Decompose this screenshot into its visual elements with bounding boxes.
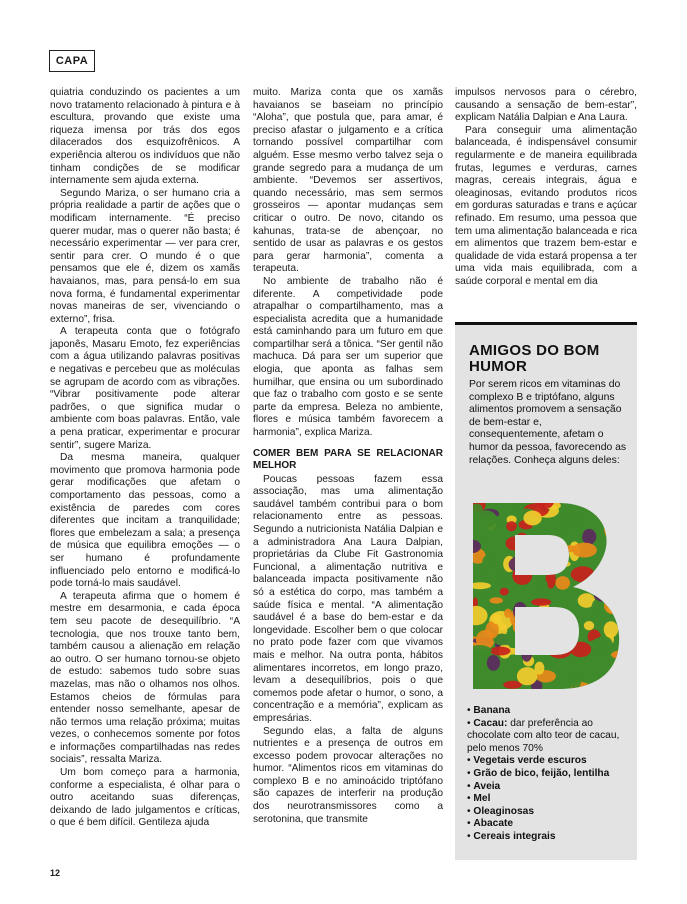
food-list	[467, 705, 633, 844]
food-shape	[500, 588, 509, 596]
food-shape	[567, 495, 575, 501]
food-shape	[582, 529, 596, 545]
food-shape	[584, 621, 594, 630]
food-shape	[520, 551, 543, 563]
food-shape	[513, 602, 527, 620]
food-shape	[521, 645, 532, 662]
food-shape	[609, 548, 629, 563]
paragraph: A terapeuta afirma que o homem é mestre em desarmonia, e cada época tem seu pacote de desequilíbrio. “A tecnologia, que nos trouxe tanto bem, também causou a alienação em relação ao outro. O ser humano tornou-se objeto de estudo: sabemos tudo sobre suas mazelas, mas não o olhamos nos olhos. Estamos cheios de fórmulas para entender nosso semelhante, apesar de não termos uma relação próxima; muitas vezes, o conhecemos somente por fotos e informações compartilhadas nas redes sociais”, ressalta Mariza.	[50, 590, 240, 766]
food-shape	[463, 549, 470, 567]
food-shape	[550, 603, 560, 614]
food-shape	[489, 597, 503, 603]
food-shape	[482, 556, 492, 567]
food-shape	[612, 509, 626, 516]
food-shape	[504, 609, 512, 618]
food-shape	[502, 495, 518, 503]
sidebar-title: AMIGOS DO BOM HUMOR	[469, 342, 600, 375]
sidebar-box	[455, 322, 637, 860]
page-number: 12	[50, 868, 61, 878]
paragraph: Para conseguir uma alimentação balanceada, é indispensável consumir regularmente e de maneira equilibrada frutas, legumes e verduras, carnes magras, cereais integrais, água e oleaginosas, evitando produtos ricos em gorduras saturadas e trans e açúcar refinado. Em resumo, uma pessoa que tem uma alimentação balanceada e rica em alimentos que trazem bem-estar e qualidade de vida estará propensa a ter uma vida mais equilibrada, com a saúde corporal e mental em dia	[455, 124, 637, 287]
food-shape	[517, 667, 537, 685]
section-heading: COMER BEM PARA SE RELACIONAR MELHOR	[253, 447, 443, 471]
food-shape	[541, 612, 552, 631]
food-shape	[469, 582, 491, 589]
food-shape	[509, 556, 535, 573]
food-shape	[594, 590, 616, 602]
food-letter-b-illustration	[463, 495, 629, 695]
food-shape	[574, 495, 586, 502]
food-shape	[517, 639, 539, 652]
food-shape	[561, 526, 583, 542]
food-shape	[463, 515, 472, 528]
food-shape	[622, 619, 629, 634]
list-item: • Cereais integrais	[467, 830, 556, 842]
food-shape	[602, 570, 619, 586]
food-shape	[610, 522, 621, 535]
paragraph: No ambiente de trabalho não é diferente. A competividade pode atrapalhar o compartilhamento, mas a especialista acredita que a humanidade está caminhando para um futuro em que compartilhar será a tônica. “Ser gentil não machuca. Dá para ser um superior que elogia, que aponta as falhas sem humilhar, que ensina ou um subordinado que faz o trabalho com gosto e se sente parte da empresa. Beleza no ambiente, flores e música também favorecem a harmonia”, explica Mariza.	[253, 275, 443, 439]
food-shape	[523, 511, 541, 526]
food-shape	[487, 655, 500, 671]
article-column-1	[50, 87, 240, 830]
food-shape	[503, 681, 522, 689]
food-shape	[604, 582, 616, 596]
food-shape	[616, 579, 630, 593]
paragraph: Da mesma maneira, qualquer movimento que promova harmonia pode gerar modificações que afetam o comportamento das pessoas, como a existência de paredes com cores diferentes que incitam a tranquilidade; flores que embelezam a sala; a presença de música que equilibra emoções — o ser humano é profundamente influenciado pelo entorno e modificá-lo pode torná-lo mais saudável.	[50, 452, 240, 590]
food-shape	[604, 520, 612, 538]
food-shape	[516, 550, 527, 569]
food-shape	[506, 537, 523, 551]
food-shape	[621, 495, 629, 504]
food-shape	[619, 615, 629, 624]
food-shape	[570, 673, 581, 690]
paragraph: Um bom começo para a harmonia, conforme a especialista, é olhar para o outro aceitando suas diferenças, deixando de lado julgamentos e críticas, o que é bem difícil. Gentileza ajuda	[50, 767, 240, 829]
food-shape	[612, 672, 629, 688]
section-tag: CAPA	[49, 50, 95, 72]
food-shape	[481, 495, 500, 499]
paragraph: A terapeuta conta que o fotógrafo japonês, Masaru Emoto, fez experiências com a água utilizando palavras positivas e negativas e percebeu que as moléculas se agrupam de acordo com as vibrações. “Vibrar positivamente pode alterar padrões, o que significa mudar o ambiente com boas palavras. Então, vale a pena praticar, experimentar e procurar sentir”, sugere Mariza.	[50, 326, 240, 451]
article-column-3	[455, 87, 637, 289]
food-shape	[589, 687, 599, 695]
sidebar-intro: Por serem ricos em vitaminas do complexo B e triptófano, alguns alimentos promovem a sensação de bem-estar e, consequentemente, afetam o humor da pessoa, favorecendo as relações. Conheça alguns deles:	[469, 379, 627, 466]
paragraph: Segundo Mariza, o ser humano cria a própria realidade a partir de ações que o modificam internamente. “É preciso querer mudar, mas o querer não basta; é necessário experimentar — ver para crer, sentir para crer. O mundo é o que pensamos que ele é, dizem os xamãs havaianos, mas, para pensá-lo em sua nova forma, é fundamental experimentar novas maneiras de ser, vivenciando o externo”, frisa.	[50, 187, 240, 325]
list-item: • Cacau: dar preferência ao chocolate com alto teor de cacau, pelo menos 70%	[467, 717, 620, 754]
paragraph: Poucas pessoas fazem essa associação, mas uma alimentação saudável também contribui para o bom relacionamento entre as pessoas. Segundo a nutricionista Natália Dalpian e a administradora Ana Laura Dalpian, proprietárias da Clube Fit Gastronomia Funcional, a alimentação nutritiva e balanceada impacta positivamente não só a estética do corpo, mas também a saúde física e mental. “A alimentação saudável é a base do bem-estar e da longevidade. Escolher bem o que colocar no prato pode fazer com que vivamos mais e melhor. Na outra ponta, hábitos alimentares incorretos, em longo prazo, levam a desequilíbrios, pois o que comemos pode afetar o humor, o sono, a concentração e a memória”, explicam as empresárias.	[253, 473, 443, 724]
food-shape	[614, 554, 629, 567]
food-shape	[531, 633, 545, 652]
food-shape	[605, 579, 629, 591]
food-shape	[570, 642, 591, 658]
food-shape	[552, 624, 569, 631]
list-item: • Grão de bico, feijão, lentilha	[467, 767, 610, 779]
food-shape	[540, 579, 548, 594]
food-shape	[604, 621, 618, 637]
food-shape	[572, 543, 597, 558]
food-shape	[604, 598, 621, 615]
food-shape	[518, 627, 539, 637]
food-shape	[490, 647, 510, 656]
food-shape	[551, 560, 570, 567]
food-shape	[492, 614, 502, 624]
list-item: • Aveia	[467, 780, 501, 792]
food-shape	[592, 599, 605, 616]
paragraph: muito. Mariza conta que os xamãs havaianos se baseiam no princípio “Aloha”, que postula que, para amar, é preciso afastar o julgamento e a crítica tornando possível compartilhar com alguém. Esse mesmo verbo talvez seja o grande segredo para a mudança de um ambiente. “Devemos ser assertivos, quando necessário, mas sem sermos grosseiros — apontar mudanças sem criticar o outro. De novo, citando os kahunas, trata-se de abençoar, no sentido de usar as palavras e os gestos para gerar harmonia”, comenta a terapeuta.	[253, 87, 443, 275]
food-shape	[547, 640, 572, 659]
food-shape	[521, 535, 535, 554]
food-shape	[558, 513, 571, 526]
food-shape	[506, 521, 517, 531]
food-shape	[571, 566, 595, 582]
food-shape	[478, 514, 501, 529]
list-item: • Oleaginosas	[467, 805, 535, 817]
food-pattern	[463, 495, 629, 695]
paragraph: quiatria conduzindo os pacientes a um novo tratamento relacionado à pintura e à escultura, provando que existe uma riqueza imensa por trás dos egos dilacerados dos esquizofrênicos. A experiência alterou os indivíduos que não tinham condições de se modificar internamente sem ajuda externa.	[50, 87, 240, 187]
food-shape	[622, 539, 629, 556]
food-shape	[464, 540, 481, 553]
list-item: • Mel	[467, 793, 491, 805]
food-shape	[463, 561, 474, 573]
food-shape	[594, 580, 610, 590]
food-shape	[512, 567, 532, 585]
food-shape	[531, 598, 551, 605]
food-shape	[527, 613, 540, 625]
food-shape	[517, 556, 526, 575]
food-shape	[467, 645, 492, 657]
list-item: • Banana	[467, 705, 511, 716]
list-item: • Abacate	[467, 818, 514, 830]
food-shape	[515, 533, 528, 550]
food-shape	[464, 606, 487, 625]
food-shape	[474, 570, 486, 581]
paragraph: impulsos nervosos para o cérebro, causando a sensação de bem-estar”, explicam Natália Dalpian e Ana Laura.	[455, 87, 637, 124]
paragraph: Segundo elas, a falta de alguns nutrientes e a presença de outros em excesso podem provocar alterações no humor. “Alimentos ricos em vitaminas do complexo B e no aminoácido triptófano são capazes de interferir na produção dos neurotransmissores como a serotonina, que transmite	[253, 725, 443, 825]
list-item: • Vegetais verde escuros	[467, 755, 587, 767]
food-shape	[555, 576, 570, 590]
article-column-2	[253, 87, 443, 826]
food-shape	[604, 559, 616, 568]
food-shape	[580, 513, 593, 530]
food-shape	[513, 618, 531, 635]
food-shape	[625, 495, 629, 502]
